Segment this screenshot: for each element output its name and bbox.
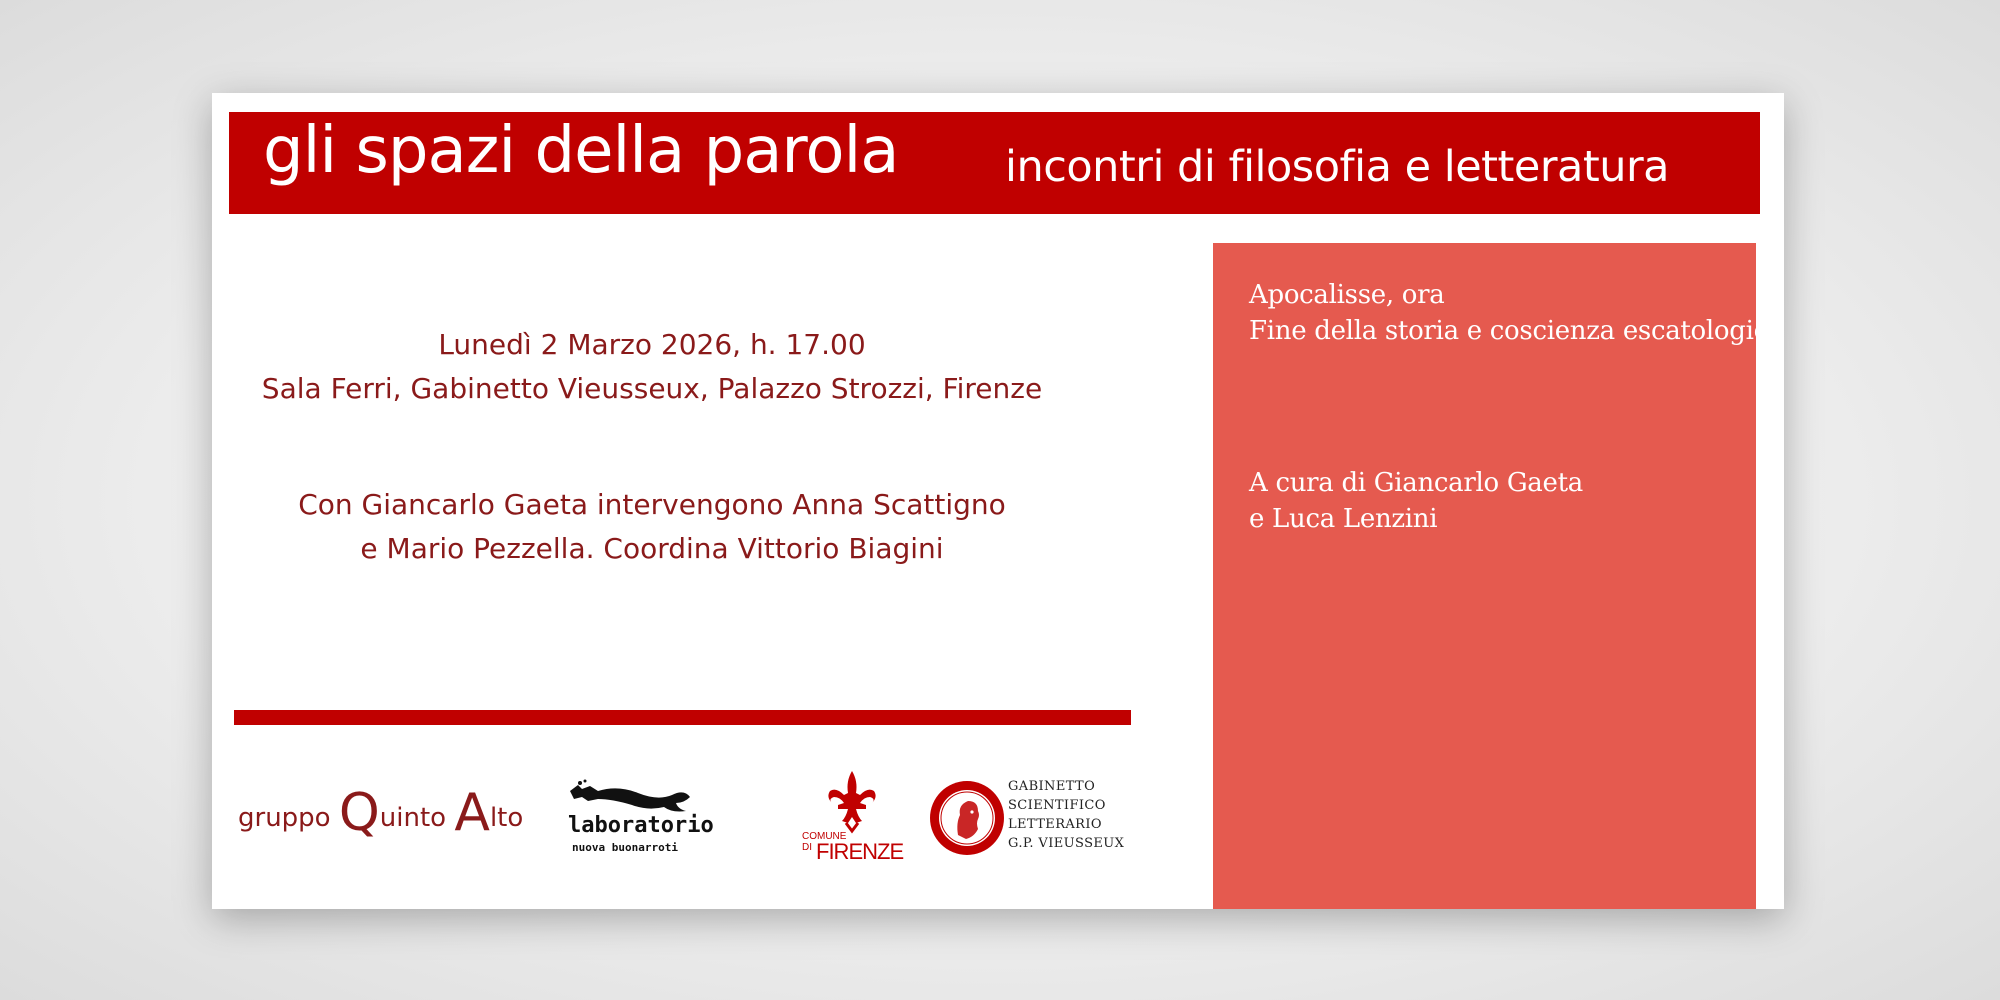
laboratorio-name: laboratorio (568, 813, 714, 838)
seahorse-icon (568, 777, 692, 817)
title-banner (229, 112, 1760, 214)
sponsor-logos (212, 773, 1172, 883)
logo-qa-word-gruppo: gruppo (238, 803, 331, 833)
event-venue: Sala Ferri, Gabinetto Vieusseux, Palazzo Strozzi, Firenze (261, 372, 1043, 405)
red-divider (234, 710, 1131, 725)
event-date-time: Lunedì 2 Marzo 2026, h. 17.00 (438, 328, 866, 361)
speakers-line-1: Con Giancarlo Gaeta intervengono Anna Scattigno (298, 488, 1006, 521)
book-subtitle: Fine della storia e coscienza escatologica (1249, 316, 1784, 346)
gruppo-quinto-alto-logo (238, 783, 523, 843)
logo-qa-letter-a: A (454, 783, 490, 843)
comune-small-1: COMUNE (802, 831, 847, 842)
vieusseux-line-1: GABINETTO (1008, 779, 1096, 794)
event-invitation-card (212, 93, 1784, 909)
comune-small-2: DI (802, 842, 812, 853)
book-cover (1213, 243, 1784, 909)
book-editors-line-1: A cura di Giancarlo Gaeta (1249, 468, 1583, 498)
gabinetto-vieusseux-logo (928, 773, 1138, 869)
book-editors-block (1249, 465, 1583, 537)
fleur-de-lis-icon (824, 769, 880, 835)
speakers-line-2: e Mario Pezzella. Coordina Vittorio Biagini (360, 532, 944, 565)
comune-big-text: FIRENZE (816, 839, 904, 864)
laboratorio-logo (568, 777, 714, 857)
series-title: gli spazi della parola (263, 114, 899, 188)
laboratorio-sub: nuova buonarroti (572, 841, 678, 854)
portrait-seal-icon (928, 779, 1006, 857)
comune-di-firenze-logo (798, 769, 902, 865)
series-subtitle: incontri di filosofia e letteratura (1005, 142, 1669, 192)
vieusseux-line-2: SCIENTIFICO (1008, 798, 1106, 813)
event-when-where (252, 323, 1052, 411)
logo-qa-rest-q: uinto (379, 803, 447, 833)
event-speakers (252, 483, 1052, 571)
vieusseux-line-3: LETTERARIO (1008, 817, 1102, 832)
book-title-block (1249, 277, 1783, 349)
book-title: Apocalisse, ora (1249, 280, 1445, 310)
logo-qa-rest-a: lto (489, 803, 524, 833)
vieusseux-line-4: G.P. VIEUSSEUX (1008, 836, 1125, 851)
logo-qa-letter-q: Q (338, 783, 380, 843)
book-editors-line-2: e Luca Lenzini (1249, 504, 1438, 534)
vieusseux-text (1008, 777, 1124, 853)
